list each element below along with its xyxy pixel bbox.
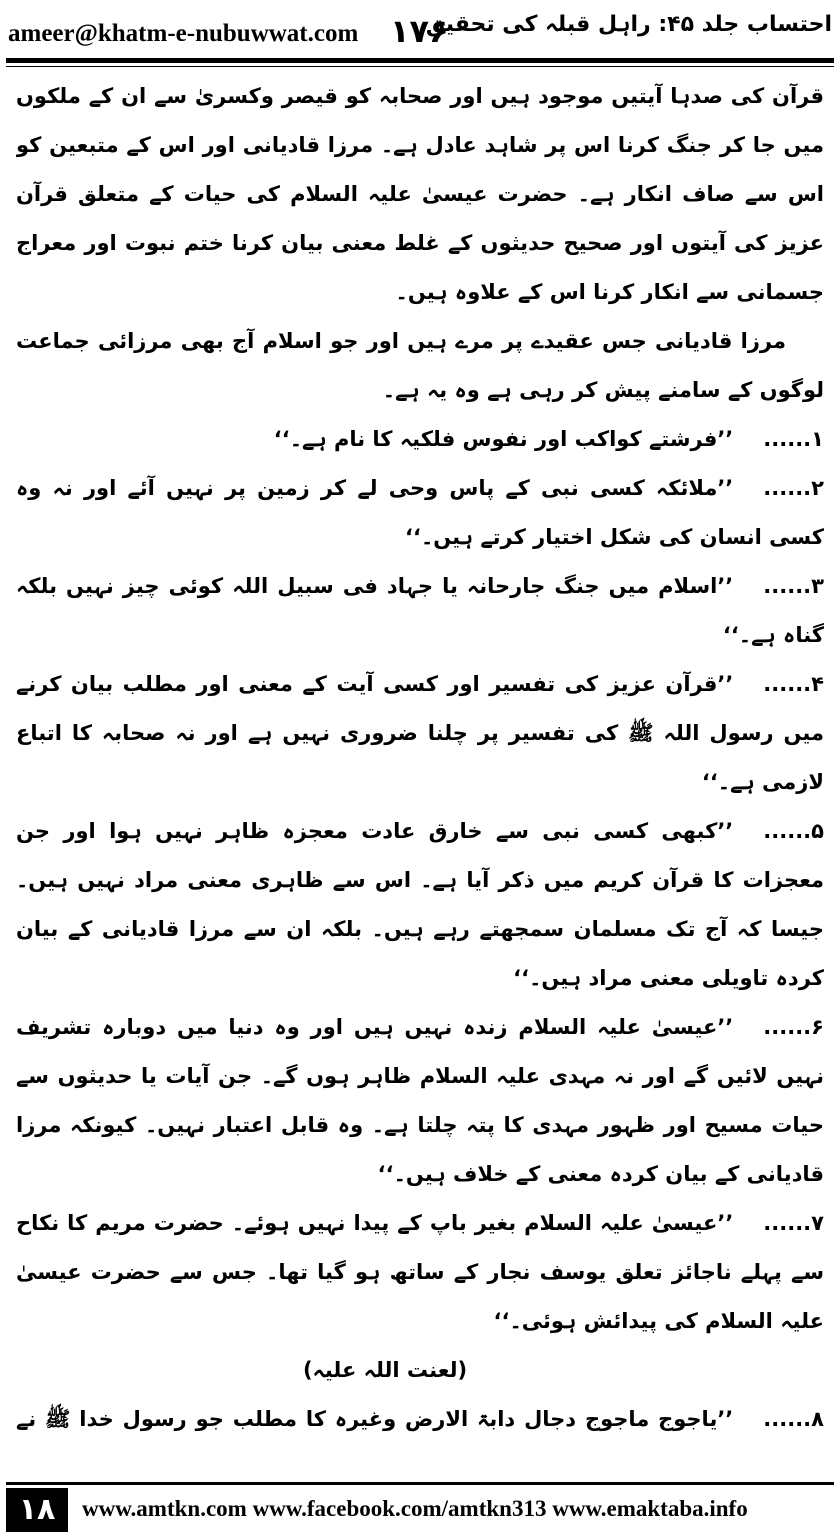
list-item-number: ۱...... [763, 427, 824, 451]
list-item-number: ۲...... [763, 476, 824, 500]
header-email[interactable]: ameer@khatm-e-nubuwwat.com [8, 20, 359, 47]
list-item-5 [16, 807, 824, 1003]
header-page-number: ۱۷۶ [390, 12, 449, 50]
list-item-1 [16, 415, 824, 464]
page-header [0, 0, 840, 64]
list-item-3 [16, 562, 824, 660]
list-item-8 [16, 1395, 824, 1457]
footer-page-number: ۱۸ [6, 1488, 68, 1532]
list-item-number: ۴...... [763, 672, 824, 696]
header-book-title: احتساب جلد ۴۵: راہل قبلہ کی تحقیق [425, 12, 832, 37]
list-item-number: ۶...... [763, 1015, 824, 1039]
page-footer [0, 1480, 840, 1540]
page-body [16, 72, 824, 1457]
list-item-4 [16, 660, 824, 807]
list-item-text: ’’کبھی کسی نبی سے خارق عادت معجزہ ظاہر نہیں ہوا اور جن معجزات کا قرآن کریم میں ذکر آیا ہے۔ اس سے ظاہری معنی مراد نہیں ہیں۔ جیسا کہ آج تک مسلمان سمجھتے رہے ہیں۔ بلکہ ان سے مرزا قادیانی کے بیان کردہ تاویلی معنی مراد ہیں۔‘‘ [16, 819, 824, 990]
header-rule-thick [6, 58, 834, 63]
list-item-text: ’’عیسیٰ علیہ السلام بغیر باپ کے پیدا نہیں ہوئے۔ حضرت مریم کا نکاح سے پہلے ناجائز تعلق یوسف نجار کے ساتھ ہو گیا تھا۔ جس سے حضرت عیسیٰ علیہ السلام کی پیدائش ہوئی۔‘‘ [16, 1211, 824, 1333]
curse-line [16, 1346, 824, 1395]
list-item-text: ’’قرآن عزیز کی تفسیر اور کسی آیت کے معنی اور مطلب بیان کرنے میں رسول اللہ ﷺ کی تفسیر پر چلنا ضروری نہیں ہے اور نہ صحابہ کا اتباع لازمی ہے۔‘‘ [16, 672, 824, 794]
list-item-text: ’’ملائکہ کسی نبی کے پاس وحی لے کر زمین پر نہیں آئے اور نہ وہ کسی انسان کی شکل اختیار کرتے ہیں۔‘‘ [16, 476, 824, 549]
footer-links[interactable]: www.amtkn.com www.facebook.com/amtkn313 www.emaktaba.info [82, 1496, 748, 1521]
curse-text: (لعنت اللہ علیہ) [302, 1358, 468, 1382]
list-item-text: ’’یاجوج ماجوج دجال دابۃ الارض وغیرہ کا مطلب جو رسول خدا ﷺ نے [16, 1407, 734, 1431]
paragraph-1: قرآن کی صدہا آیتیں موجود ہیں اور صحابہ کو قیصر وکسریٰ سے ان کے ملکوں میں جا کر جنگ کرنا اس پر شاہد عادل ہے۔ مرزا قادیانی اور اس کے متبعین کو اس سے صاف انکار ہے۔ حضرت عیسیٰ علیہ السلام کی حیات کے متعلق قرآن عزیز کی آیتوں اور صحیح حدیثوں کے غلط معنی بیان کرنا ختم نبوت اور معراج جسمانی سے انکار کرنا اس کے علاوہ ہیں۔ [16, 84, 824, 304]
list-item-text: ’’عیسیٰ علیہ السلام زندہ نہیں ہیں اور وہ دنیا میں دوبارہ تشریف نہیں لائیں گے اور نہ مہدی علیہ السلام ظاہر ہوں گے۔ جن آیات یا حدیثوں سے حیات مسیح اور ظہور مہدی کا پتہ چلتا ہے۔ وہ قابل اعتبار نہیں۔ کیونکہ مرزا قادیانی کے بیان کردہ معنی کے خلاف ہیں۔‘‘ [16, 1015, 824, 1186]
list-item-6 [16, 1003, 824, 1199]
list-item-number: ۷...... [763, 1211, 824, 1235]
header-rule-thin [6, 66, 834, 67]
list-item-number: ۳...... [763, 574, 824, 598]
paragraph-2: مرزا قادیانی جس عقیدے پر مرے ہیں اور جو اسلام آج بھی مرزائی جماعت لوگوں کے سامنے پیش کر رہی ہے وہ یہ ہے۔ [16, 329, 824, 402]
list-item-text: ’’اسلام میں جنگ جارحانہ یا جہاد فی سبیل اللہ کوئی چیز نہیں بلکہ گناہ ہے۔‘‘ [16, 574, 824, 647]
list-item-2 [16, 464, 824, 562]
footer-rule [6, 1482, 834, 1485]
list-item-7 [16, 1199, 824, 1346]
list-item-number: ۸...... [763, 1407, 824, 1431]
list-item-number: ۵...... [763, 819, 824, 843]
list-item-text: ’’فرشتے کواکب اور نفوس فلکیہ کا نام ہے۔‘‘ [273, 427, 734, 451]
